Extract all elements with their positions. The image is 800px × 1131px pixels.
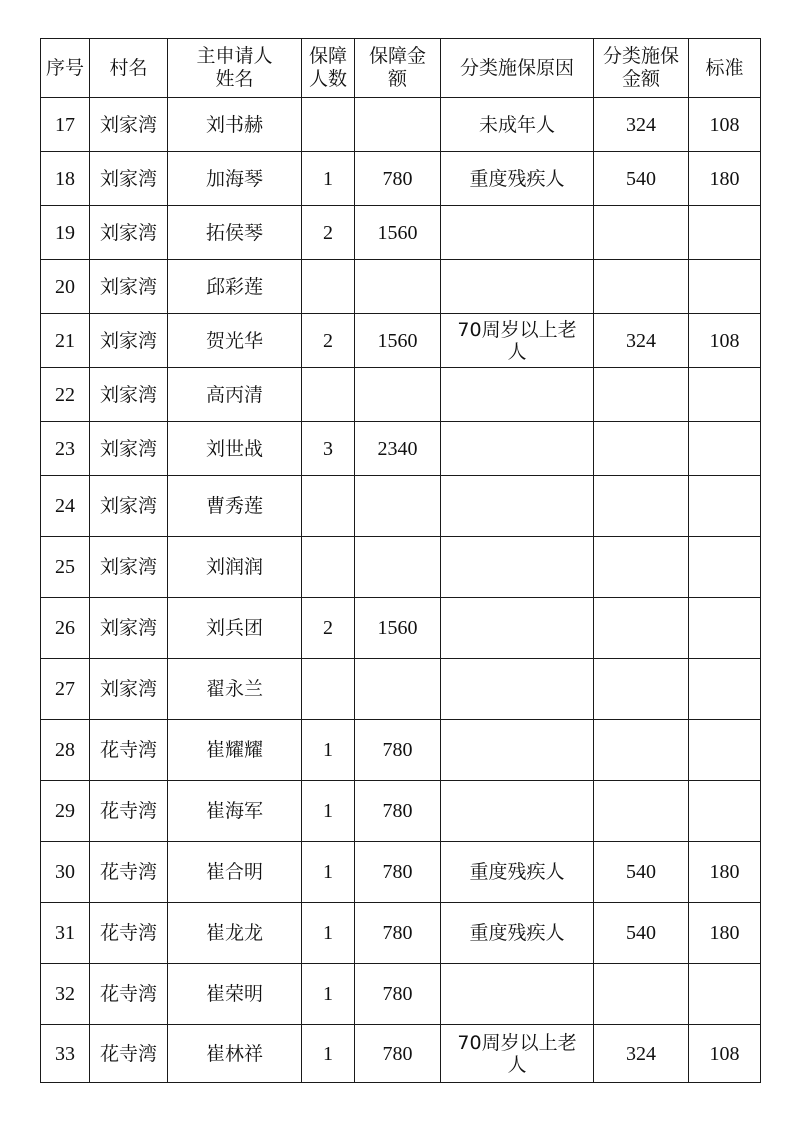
cell-applicant: 加海琴 [168,152,302,206]
cell-seq: 30 [41,842,90,903]
cell-seq: 17 [41,98,90,152]
cell-applicant: 崔林祥 [168,1025,302,1083]
table-row [41,152,761,206]
cell-class-amount [594,659,689,720]
cell-class-amount [594,260,689,314]
cell-village: 刘家湾 [90,314,168,368]
table-row [41,314,761,368]
cell-reason [441,964,594,1025]
cell-applicant: 翟永兰 [168,659,302,720]
table-row [41,964,761,1025]
cell-village: 刘家湾 [90,659,168,720]
header-seq: 序号 [41,39,90,98]
cell-class-amount [594,368,689,422]
cell-standard [689,206,761,260]
cell-amount: 1560 [355,206,441,260]
cell-village: 刘家湾 [90,368,168,422]
cell-standard [689,659,761,720]
table-row [41,422,761,476]
cell-persons [302,659,355,720]
table-row [41,260,761,314]
cell-class-amount [594,781,689,842]
table-row [41,476,761,537]
cell-standard [689,476,761,537]
table-row [41,368,761,422]
cell-village: 花寺湾 [90,842,168,903]
cell-seq: 24 [41,476,90,537]
cell-amount [355,537,441,598]
cell-reason [441,537,594,598]
header-village: 村名 [90,39,168,98]
cell-class-amount [594,537,689,598]
cell-persons: 1 [302,720,355,781]
cell-amount [355,659,441,720]
cell-amount [355,368,441,422]
cell-standard [689,260,761,314]
cell-seq: 21 [41,314,90,368]
cell-seq: 23 [41,422,90,476]
cell-applicant: 崔耀耀 [168,720,302,781]
cell-persons [302,537,355,598]
header-applicant: 主申请人姓名 [168,39,302,98]
cell-village: 花寺湾 [90,1025,168,1083]
cell-village: 花寺湾 [90,781,168,842]
cell-amount: 780 [355,903,441,964]
cell-seq: 22 [41,368,90,422]
cell-standard: 180 [689,903,761,964]
cell-applicant: 刘书赫 [168,98,302,152]
cell-seq: 29 [41,781,90,842]
cell-village: 刘家湾 [90,152,168,206]
cell-reason [441,598,594,659]
cell-amount [355,98,441,152]
cell-class-amount [594,422,689,476]
cell-seq: 25 [41,537,90,598]
cell-standard [689,598,761,659]
cell-applicant: 刘润润 [168,537,302,598]
cell-amount: 1560 [355,598,441,659]
cell-class-amount: 540 [594,903,689,964]
cell-seq: 18 [41,152,90,206]
cell-reason [441,260,594,314]
cell-standard: 180 [689,152,761,206]
cell-reason: 重度残疾人 [441,842,594,903]
cell-amount: 1560 [355,314,441,368]
cell-village: 刘家湾 [90,206,168,260]
cell-applicant: 邱彩莲 [168,260,302,314]
table-row [41,659,761,720]
cell-applicant: 崔合明 [168,842,302,903]
cell-amount: 780 [355,720,441,781]
cell-applicant: 贺光华 [168,314,302,368]
cell-standard: 108 [689,314,761,368]
cell-applicant: 刘世战 [168,422,302,476]
cell-persons: 1 [302,964,355,1025]
cell-reason: 重度残疾人 [441,152,594,206]
cell-persons [302,368,355,422]
cell-seq: 20 [41,260,90,314]
cell-reason [441,720,594,781]
cell-reason: 70周岁以上老人 [441,314,594,368]
cell-standard: 180 [689,842,761,903]
cell-class-amount: 324 [594,314,689,368]
cell-persons [302,98,355,152]
cell-seq: 33 [41,1025,90,1083]
assistance-table [40,38,761,1083]
cell-applicant: 高丙清 [168,368,302,422]
cell-amount: 780 [355,1025,441,1083]
cell-reason: 重度残疾人 [441,903,594,964]
cell-standard [689,781,761,842]
cell-persons: 1 [302,1025,355,1083]
cell-applicant: 刘兵团 [168,598,302,659]
cell-village: 刘家湾 [90,422,168,476]
header-class-amount: 分类施保金额 [594,39,689,98]
cell-persons: 2 [302,598,355,659]
cell-applicant: 崔海军 [168,781,302,842]
cell-village: 刘家湾 [90,260,168,314]
table-row [41,781,761,842]
cell-class-amount [594,598,689,659]
cell-persons [302,260,355,314]
cell-village: 刘家湾 [90,98,168,152]
cell-village: 花寺湾 [90,903,168,964]
cell-standard: 108 [689,98,761,152]
cell-seq: 26 [41,598,90,659]
cell-amount [355,476,441,537]
cell-standard: 108 [689,1025,761,1083]
cell-reason: 70周岁以上老人 [441,1025,594,1083]
cell-persons: 1 [302,152,355,206]
cell-village: 花寺湾 [90,720,168,781]
table-row [41,1025,761,1083]
cell-standard [689,368,761,422]
cell-seq: 27 [41,659,90,720]
cell-reason [441,422,594,476]
cell-amount: 780 [355,781,441,842]
cell-standard [689,537,761,598]
cell-persons [302,476,355,537]
table-body [41,98,761,1083]
cell-seq: 31 [41,903,90,964]
cell-class-amount [594,964,689,1025]
cell-class-amount: 324 [594,98,689,152]
cell-standard [689,720,761,781]
cell-village: 刘家湾 [90,537,168,598]
cell-class-amount: 324 [594,1025,689,1083]
cell-seq: 32 [41,964,90,1025]
table-row [41,598,761,659]
cell-persons: 1 [302,781,355,842]
cell-persons: 1 [302,903,355,964]
cell-village: 花寺湾 [90,964,168,1025]
cell-standard [689,422,761,476]
cell-amount [355,260,441,314]
cell-reason: 未成年人 [441,98,594,152]
table-row [41,903,761,964]
header-row [41,39,761,98]
cell-seq: 28 [41,720,90,781]
cell-village: 刘家湾 [90,598,168,659]
cell-amount: 780 [355,964,441,1025]
cell-seq: 19 [41,206,90,260]
table-row [41,537,761,598]
cell-applicant: 拓侯琴 [168,206,302,260]
table-row [41,98,761,152]
table-row [41,206,761,260]
cell-amount: 2340 [355,422,441,476]
cell-reason [441,781,594,842]
cell-class-amount [594,206,689,260]
cell-class-amount [594,720,689,781]
cell-amount: 780 [355,842,441,903]
cell-reason [441,206,594,260]
cell-persons: 2 [302,206,355,260]
cell-persons: 3 [302,422,355,476]
cell-persons: 1 [302,842,355,903]
cell-applicant: 崔荣明 [168,964,302,1025]
header-reason: 分类施保原因 [441,39,594,98]
cell-class-amount: 540 [594,152,689,206]
cell-village: 刘家湾 [90,476,168,537]
cell-class-amount: 540 [594,842,689,903]
header-standard: 标准 [689,39,761,98]
cell-reason [441,368,594,422]
cell-applicant: 曹秀莲 [168,476,302,537]
cell-amount: 780 [355,152,441,206]
cell-reason [441,659,594,720]
header-amount: 保障金额 [355,39,441,98]
cell-applicant: 崔龙龙 [168,903,302,964]
header-persons: 保障人数 [302,39,355,98]
cell-persons: 2 [302,314,355,368]
table-row [41,842,761,903]
cell-class-amount [594,476,689,537]
cell-standard [689,964,761,1025]
cell-reason [441,476,594,537]
table-row [41,720,761,781]
